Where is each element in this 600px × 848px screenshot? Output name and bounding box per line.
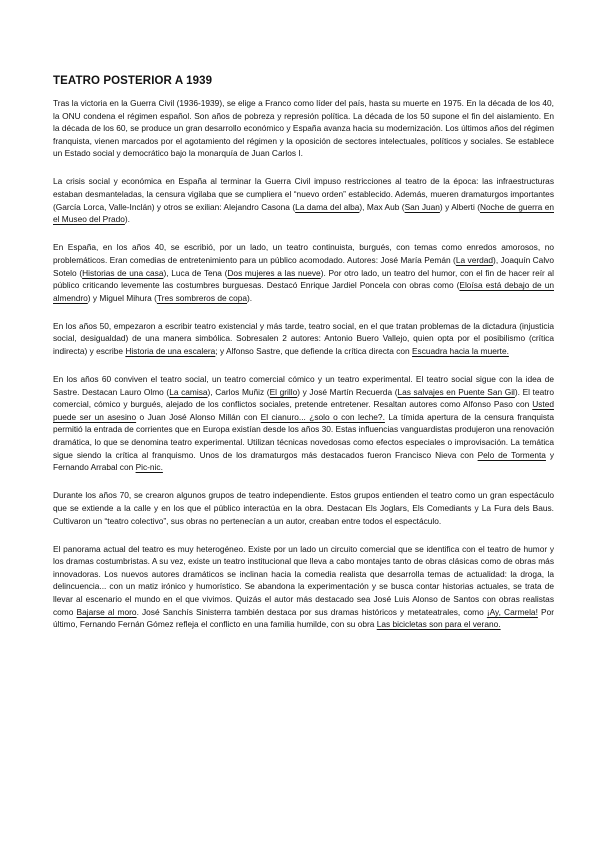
- paragraph-text: ), Carlos Muñiz (: [207, 386, 270, 397]
- paragraph-text: ), Joaquín Calvo Sotelo (: [53, 254, 554, 278]
- paragraph: [53, 241, 554, 304]
- paragraph-text: La crisis social y económica en España al terminar la Guerra Civil impuso restricciones al teatro de la época: las infraestructuras estaban desmanteladas, la censura vigilaba que se cumpliera el “nuevo orden” establecido. Además, mueren dramaturgos importantes (García Lorca, Valle-Inclán) y otros se exilian: Alejandro Casona (: [53, 176, 554, 212]
- paragraph-text: ) y José Martín Recuerda (: [297, 386, 398, 397]
- work-title: El cianuro... ¿solo o con leche?.: [260, 411, 385, 422]
- paragraph: [53, 320, 554, 358]
- work-title: Eloísa está debajo de un almendro: [53, 280, 554, 303]
- paragraph-text: . José Sanchís Sinisterra también destaca por sus dramas históricos y metateatrales, como: [136, 606, 487, 617]
- paragraph-text: En España, en los años 40, se escribió, por un lado, un teatro continuista, burgués, con temas como enredos amorosos, no problemáticos. Eran comedias de entretenimiento para un público acomodado. Autores: José María Pemán (: [53, 242, 554, 265]
- paragraph-text: Tras la victoria en la Guerra Civil (1936-1939), se elige a Franco como líder del país, hasta su muerte en 1975. En la década de los 40, la ONU condena el régimen español. Son años de pobreza y represión política. La década de los 50 supone el fin del aislamiento. En la década de los 60, se produce un gran desarrollo económico y España avanza hacia su modernización. Los últimos años del régimen franquista, vienen marcados por el agotamiento del régimen y la oposición de sectores intelectuales, políticos y sociales. Se establece un Estado social y democrático bajo la monarquía de Juan Carlos I.: [53, 98, 554, 159]
- work-title: Usted puede ser un asesino: [53, 399, 554, 422]
- paragraph: [53, 373, 554, 474]
- paragraph-text: ). El teatro comercial, cómico y burgués, alejado de los conflictos sociales, pretende entretener. Resaltan autores como Alfonso Paso con: [53, 386, 554, 410]
- paragraph-text: La tímida apertura de la censura franquista permitió la entrada de corrientes que en Europa existían desde los años 30. Estas influencias vanguardistas produjeron una renovación dramática, lo que se denomina teatro experimental. Utilizan técnicas novedosas como efectos especiales o improvisación. La temática sigue siendo la crítica al franquismo. Unos de los dramaturgos más destacados fueron Francisco Nieva con: [53, 411, 554, 460]
- paragraph: [53, 97, 554, 160]
- work-title: ¡Ay, Carmela!: [486, 606, 538, 617]
- work-title: Noche de guerra en el Museo del Prado: [53, 201, 554, 225]
- paragraph-text: ; y Alfonso Sastre, que defiende la crítica directa con: [215, 346, 412, 356]
- paragraph-text: En los años 50, empezaron a escribir teatro existencial y más tarde, teatro social, en el que tratan problemas de la dictadura (injusticia social, desigualdad) de una manera simbólica. Sobresalen 2 autores: Antonio Buero Vallejo, quien opta por el posibilismo (crítica indirecta) y escribe: [53, 320, 554, 356]
- paragraph-text: ), Max Aub (: [359, 201, 405, 212]
- paragraph-text: En los años 60 conviven el teatro social, un teatro comercial cómico y un teatro experimental. El teatro social sigue con la idea de Sastre. Destacan Lauro Olmo (: [53, 374, 554, 397]
- paragraph-text: ). Por otro lado, un teatro del humor, con el fin de hacer reír al público criticando levemente las costumbres burguesas. Destacó Enrique Jardiel Poncela con obras como (: [53, 267, 555, 291]
- paragraph-text: ).: [247, 292, 253, 303]
- paragraph-text: ).: [124, 214, 131, 225]
- work-title: La verdad: [455, 254, 494, 265]
- paragraph-text: o Juan José Alonso Millán con: [136, 411, 261, 422]
- work-title: Escuadra hacia la muerte.: [411, 346, 509, 356]
- work-title: La camisa: [169, 386, 208, 397]
- work-title: Las salvajes en Puente San Gil: [397, 386, 515, 397]
- paragraph-text: Durante los años 70, se crearon algunos grupos de teatro independiente. Estos grupos entienden el teatro como un gran espectáculo que se extiende a la calle y en los que el público interactúa en la obra. Destacan Els Joglars, Els Comediants y La Fura dels Baus. Cultivaron un “teatro colectivo”, sus obras no pertenecían a un autor, creaban entre todos el espectáculo.: [53, 490, 554, 526]
- work-title: Bajarse al moro: [76, 606, 137, 617]
- paragraph-text: ) y Alberti (: [439, 201, 481, 212]
- work-title: Historia de una escalera: [125, 346, 216, 356]
- work-title: Historias de una casa: [82, 267, 164, 278]
- paragraph: [53, 543, 554, 631]
- paragraph: [53, 175, 554, 225]
- document-body: [53, 97, 554, 646]
- work-title: San Juan: [404, 201, 440, 212]
- work-title: El grillo: [269, 386, 298, 397]
- work-title: Pelo de Tormenta: [477, 449, 546, 460]
- paragraph-text: ), Luca de Tena (: [163, 267, 228, 278]
- work-title: Las bicicletas son para el verano.: [376, 619, 501, 630]
- work-title: Tres sombreros de copa: [156, 292, 248, 303]
- paragraph-text: ) y Miguel Mihura (: [87, 292, 157, 303]
- paragraph-text: y Fernando Arrabal con: [53, 449, 554, 473]
- document-title: TEATRO POSTERIOR A 1939: [53, 75, 213, 87]
- work-title: Dos mujeres a las nueve: [227, 267, 321, 278]
- work-title: Pic-nic.: [135, 462, 163, 473]
- paragraph-text: Por último, Fernando Fernán Gómez refleja el conflicto en una familia humilde, con su obra: [53, 606, 554, 630]
- paragraph: [53, 489, 554, 527]
- work-title: La dama del alba: [295, 201, 360, 212]
- paragraph-text: El panorama actual del teatro es muy heterogéneo. Existe por un lado un circuito comercial que se identifica con el teatro de humor y los dramas costumbristas. A su vez, existe un teatro institucional que lleva a cabo montajes tanto de obras clásicas como de obras más innovadoras. Los nuevos autores dramáticos se inclinan hacia la comedia realista que desarrolla temas de actualidad: la droga, la delincuencia... con un matiz irónico y humorístico. Se abandona la experimentación y se busca contar historias actuales, se trata de llevar al escenario el mundo en el que vivimos. Quizás el autor más destacado sea José Luis Alonso de Santos con obras realistas como: [53, 543, 554, 617]
